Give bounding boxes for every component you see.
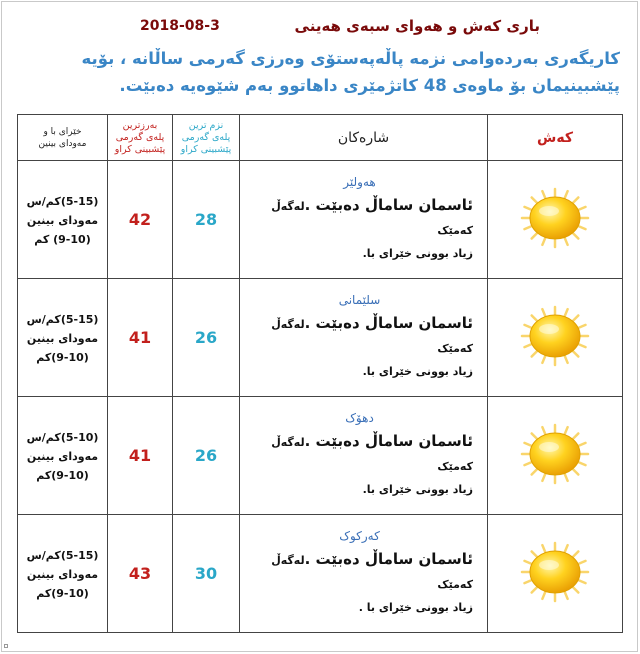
- weather-description-extra: لەگەڵ کەمێک: [271, 318, 473, 355]
- sun-icon: [519, 182, 591, 258]
- table-header-row: [18, 115, 623, 161]
- header-wind-line: مەودای بینین: [38, 138, 87, 149]
- forecast-title: [140, 17, 540, 39]
- header-min-line: پێشبینی کراو: [180, 143, 232, 155]
- weather-icon-cell: [488, 279, 623, 397]
- wind-speed: (5-10)کم/س: [26, 431, 99, 444]
- table-row: [18, 515, 623, 633]
- visibility-label: مەودای بینین: [26, 332, 99, 345]
- wind-visibility-cell: [18, 161, 108, 279]
- forecast-table: [17, 114, 623, 633]
- visibility-range: (9-10)کم: [36, 587, 89, 600]
- sun-icon: [519, 536, 591, 612]
- city-cell: [240, 161, 488, 279]
- wind-speed: (5-15)کم/س: [26, 313, 99, 326]
- weather-description: [246, 430, 473, 478]
- max-temp: 42: [108, 161, 173, 279]
- weather-description-extra: لەگەڵ کەمێک: [271, 436, 473, 473]
- sun-icon: [519, 418, 591, 494]
- visibility-label: مەودای بینین: [26, 214, 99, 227]
- city-cell: [240, 515, 488, 633]
- header-min-temp: [173, 115, 240, 161]
- header-max-line: پێشبینی کراو: [114, 143, 166, 155]
- weather-description: [246, 548, 473, 596]
- min-temp: 26: [173, 397, 240, 515]
- weather-description-main: ئاسمان ساماڵ دەبێت .: [304, 550, 473, 568]
- max-temp: 41: [108, 397, 173, 515]
- weather-description-extra: لەگەڵ کەمێک: [271, 200, 473, 237]
- visibility-label: مەودای بینین: [26, 568, 99, 581]
- weather-description-wind: زیاد بوونی خێرای با.: [362, 247, 473, 260]
- wind-visibility-cell: [18, 397, 108, 515]
- header-min-line: نزم ترین: [188, 119, 224, 131]
- intro-line: کاریگەری بەردەوامی نزمە پاڵەپەستۆی وەرزی گەرمی ساڵانە ، بۆیە: [81, 49, 620, 68]
- title-text: باری کەش و هەوای سبەی هەینی: [294, 17, 540, 35]
- header-min-line: پلەی گەرمی: [181, 131, 231, 143]
- wind-speed: (5-15)کم/س: [26, 549, 99, 562]
- table-row: [18, 161, 623, 279]
- weather-icon-cell: [488, 161, 623, 279]
- visibility-range: (9-10)کم: [36, 351, 89, 364]
- weather-description-main: ئاسمان ساماڵ دەبێت .: [304, 432, 473, 450]
- weather-description-extra: لەگەڵ کەمێک: [271, 554, 473, 591]
- table-row: [18, 279, 623, 397]
- city-name: دهۆک: [345, 411, 374, 425]
- forecast-date: 2018-08-3: [140, 18, 220, 34]
- weather-description-main: ئاسمان ساماڵ دەبێت .: [304, 196, 473, 214]
- max-temp: 41: [108, 279, 173, 397]
- wind-visibility-cell: [18, 279, 108, 397]
- city-name: سلێمانی: [338, 293, 381, 307]
- header-max-line: بەرزترین: [122, 119, 158, 131]
- intro-line: پێشبینیمان بۆ ماوەی 48 کاتژمێری داهاتوو بەم شێوەیە دەبێت.: [119, 76, 620, 95]
- weather-icon-cell: [488, 397, 623, 515]
- city-cell: [240, 279, 488, 397]
- header-max-temp: [108, 115, 173, 161]
- visibility-range: (9-10) کم: [34, 233, 91, 246]
- sun-icon: [519, 300, 591, 376]
- visibility-range: (9-10)کم: [36, 469, 89, 482]
- weather-description: [246, 194, 473, 242]
- header-wind: [18, 115, 108, 161]
- weather-description-wind: زیاد بوونی خێرای با.: [362, 365, 473, 378]
- min-temp: 30: [173, 515, 240, 633]
- weather-description-wind: زیاد بوونی خێرای با .: [358, 601, 473, 614]
- corner-marker: [4, 644, 8, 648]
- city-name: هەولێر: [343, 175, 376, 189]
- weather-description-wind: زیاد بوونی خێرای با.: [362, 483, 473, 496]
- max-temp: 43: [108, 515, 173, 633]
- weather-icon-cell: [488, 515, 623, 633]
- visibility-label: مەودای بینین: [26, 450, 99, 463]
- city-cell: [240, 397, 488, 515]
- header-max-line: پلەی گەرمی: [115, 131, 165, 143]
- header-weather: کەش: [488, 115, 623, 161]
- weather-description-main: ئاسمان ساماڵ دەبێت .: [304, 314, 473, 332]
- city-name: کەرکوک: [339, 529, 380, 543]
- wind-visibility-cell: [18, 515, 108, 633]
- weather-description: [246, 312, 473, 360]
- header-wind-line: خێرای با و: [43, 126, 82, 137]
- wind-speed: (5-15)کم/س: [26, 195, 99, 208]
- min-temp: 28: [173, 161, 240, 279]
- header-cities: شارەکان: [240, 115, 488, 161]
- table-row: [18, 397, 623, 515]
- intro-paragraph: [20, 45, 620, 99]
- min-temp: 26: [173, 279, 240, 397]
